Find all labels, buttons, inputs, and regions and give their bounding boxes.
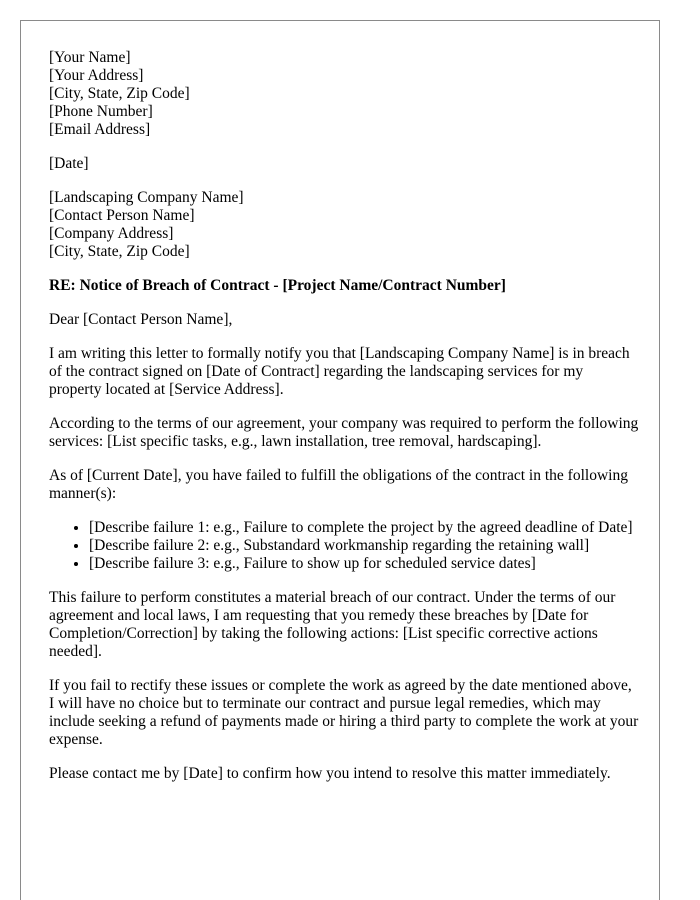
list-item: • [Describe failure 3: e.g., Failure to show up for scheduled service dates] <box>89 555 639 573</box>
sender-email: [Email Address] <box>49 121 151 138</box>
sender-city-state-zip: [City, State, Zip Code] <box>49 85 190 102</box>
paragraph-failures-intro: As of [Current Date], you have failed to fulfill the obligations of the contract in the following manner(s): <box>49 467 628 502</box>
sender-block <box>49 49 639 139</box>
letter-content <box>49 49 639 799</box>
date-block <box>49 155 639 173</box>
list-item: • [Describe failure 2: e.g., Substandard workmanship regarding the retaining wall] <box>89 537 639 555</box>
recipient-city-state-zip: [City, State, Zip Code] <box>49 243 190 260</box>
sender-phone: [Phone Number] <box>49 103 153 120</box>
letter-page <box>20 20 660 900</box>
salutation: Dear [Contact Person Name], <box>49 311 233 328</box>
recipient-address: [Company Address] <box>49 225 174 242</box>
paragraph-consequences: If you fail to rectify these issues or complete the work as agreed by the date mentioned above, I will have no choice but to terminate our contract and pursue legal remedies, which may include seeking a refund of payments made or hiring a third party to complete the work at your expense. <box>49 677 639 748</box>
list-item: • [Describe failure 1: e.g., Failure to complete the project by the agreed deadline of Date] <box>89 519 639 537</box>
sender-name: [Your Name] <box>49 49 131 66</box>
letter-date: [Date] <box>49 155 89 172</box>
paragraph-contact-request: Please contact me by [Date] to confirm how you intend to resolve this matter immediately. <box>49 765 611 782</box>
paragraph-breach: This failure to perform constitutes a material breach of our contract. Under the terms of our agreement and local laws, I am requesting that you remedy these breaches by [Date for Completion/Correction] by taking the following actions: [List specific corrective actions needed]. <box>49 589 616 660</box>
subject-line: RE: Notice of Breach of Contract - [Project Name/Contract Number] <box>49 277 506 294</box>
paragraph-agreement: According to the terms of our agreement, your company was required to perform the following services: [List specific tasks, e.g., lawn installation, tree removal, hardscaping]. <box>49 415 639 450</box>
recipient-block <box>49 189 639 261</box>
recipient-company: [Landscaping Company Name] <box>49 189 244 206</box>
recipient-contact: [Contact Person Name] <box>49 207 195 224</box>
paragraph-intro: I am writing this letter to formally notify you that [Landscaping Company Name] is in breach of the contract signed on [Date of Contract] regarding the landscaping services for my property located at [Service Address]. <box>49 345 630 398</box>
failures-list <box>49 519 639 573</box>
sender-address: [Your Address] <box>49 67 144 84</box>
